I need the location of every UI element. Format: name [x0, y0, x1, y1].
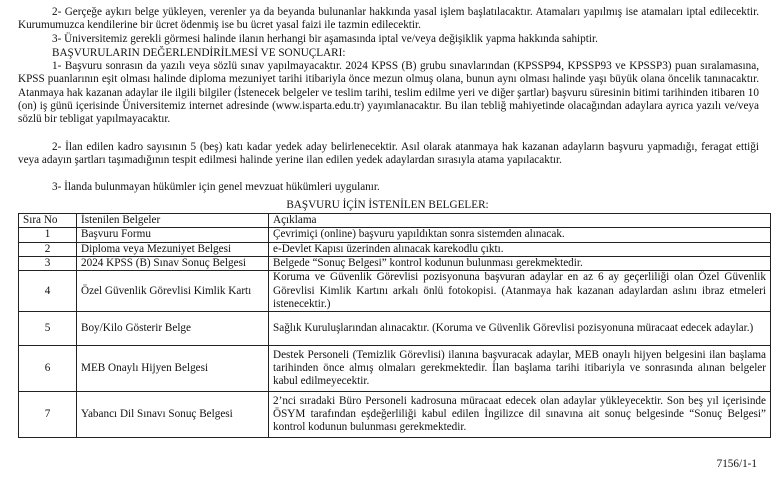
row-document: Yabancı Dil Sınavı Sonuç Belgesi [77, 392, 269, 438]
table-row [19, 242, 771, 256]
table-row [19, 228, 771, 242]
table-header-row [19, 214, 771, 228]
row-no: 3 [19, 256, 77, 270]
paragraph-cancellation-right: 3- Üniversitemiz gerekli görmesi halinde ilanın herhangi bir aşamasında iptal ve/veya değişiklik yapma hakkında sahiptir. [52, 33, 598, 45]
table-row [19, 346, 771, 392]
paragraph-evaluation: 1- Başvuru sonrasın da yazılı veya sözlü sınav yapılmayacaktır. 2024 KPSS (B) grubu sınavlarından (KPSSP94, KPSSP93 ve KPSSP3) puan sıralamasına, KPSS puanlarının eşit olması halinde diploma mezuniyet tarihi itibariyla önce mezun olmuş olana, bunun aynı olması halinde yaşı büyük olana öncelik tanınacaktır. Atanmaya hak kazanan adaylar ile ilgili bilgiler (İstenecek belgeler ve teslim tarihi, teslim edilme yeri ve diğer şartlar) başvuru süresinin bitimi tarihinden itibaren 10 (on) iş günü içerisinde Üniversitemiz internet adresinde (www.isparta.edu.tr) yayımlanacaktır. Bu ilan tebliğ mahiyetinde olacağından adaylara ayrıca yazılı ve/veya sözlü bir tebligat yapılmayacaktır. [18, 60, 759, 126]
header-no: Sıra No [19, 214, 77, 228]
row-description: 2’nci sıradaki Büro Personeli kadrosuna müracaat edecek olan adaylar yükleyecektir. Son beş yıl içerisinde ÖSYM tarafından eşdeğerliliği kabul edilen İngilizce dil sınavına ait sonuç belgesinde “Sonuç Belgesi” kontrol kodunun bulunması gerekmektedir. [269, 392, 771, 438]
row-document: Başvuru Formu [77, 228, 269, 242]
row-description: Koruma ve Güvenlik Görevlisi pozisyonuna başvuran adaylar en az 6 ay geçerliliği olan Özel Güvenlik Görevlisi Kimlik Kartını arkalı önlü fotokopisi. (Atanmaya hak kazanan adaylardan aslını ibraz etmeleri istenecektir.) [269, 271, 771, 312]
table-row [19, 271, 771, 312]
paragraph-reserve-candidates: 2- İlan edilen kadro sayısının 5 (beş) katı kadar yedek aday belirlenecektir. Asıl olarak atanmaya hak kazanan adayların başvuru yapmadığı, feragat ettiği veya adayın şartları taşımadığının tespit edilmesi halinde yerine ilan edilen yedek adaylardan sırasıyla atama yapılacaktır. [18, 141, 759, 167]
row-document: 2024 KPSS (B) Sınav Sonuç Belgesi [77, 256, 269, 270]
row-description: Destek Personeli (Temizlik Görevlisi) ilanına başvuracak adaylar, MEB onaylı hijyen belgesini ilan başlama tarihinden önce almış olmaları gerekmektedir. İlan başlama tarihi itibariyla ve sonrasında alınan belgeler kabul edilmeyecektir. [269, 346, 771, 392]
row-document: MEB Onaylı Hijyen Belgesi [77, 346, 269, 392]
row-description: Çevrimiçi (online) başvuru yapıldıktan sonra sistemden alınacak. [269, 228, 771, 242]
row-document: Özel Güvenlik Görevlisi Kimlik Kartı [77, 271, 269, 312]
row-description: Sağlık Kuruluşlarından alınacaktır. (Koruma ve Güvenlik Görevlisi pozisyonuna müracaat edecek adaylar.) [269, 312, 771, 346]
row-no: 5 [19, 312, 77, 346]
row-no: 7 [19, 392, 77, 438]
row-no: 1 [19, 228, 77, 242]
row-no: 4 [19, 271, 77, 312]
header-description: Açıklama [269, 214, 771, 228]
table-row [19, 392, 771, 438]
paragraph-false-documents: 2- Gerçeğe aykırı belge yükleyen, verenler ya da beyanda bulunanlar hakkında yasal işlem başlatılacaktır. Atamaları yapılmış ise atamaları iptal edilecektir. Kurumumuzca kendilerine bir ücret ödenmiş ise bu ücret yasal faizi ile tazmin edilecektir. [18, 6, 759, 32]
table-title: BAŞVURU İÇİN İSTENİLEN BELGELER: [286, 199, 489, 211]
row-document: Diploma veya Mezuniyet Belgesi [77, 242, 269, 256]
footer-code: 7156/1-1 [716, 458, 757, 470]
row-no: 2 [19, 242, 77, 256]
row-description: e-Devlet Kapısı üzerinden alınacak karekodlu çıktı. [269, 242, 771, 256]
table-row [19, 312, 771, 346]
header-document: İstenilen Belgeler [77, 214, 269, 228]
row-description: Belgede “Sonuç Belgesi” kontrol kodunun bulunması gerekmektedir. [269, 256, 771, 270]
paragraph-general-legislation: 3- İlanda bulunmayan hükümler için genel mevzuat hükümleri uygulanır. [52, 181, 380, 193]
required-documents-table [18, 213, 771, 438]
row-no: 6 [19, 346, 77, 392]
section-heading: BAŞVURULARIN DEĞERLENDİRİLMESİ VE SONUÇLARI: [52, 47, 346, 59]
row-document: Boy/Kilo Gösterir Belge [77, 312, 269, 346]
table-row [19, 256, 771, 270]
